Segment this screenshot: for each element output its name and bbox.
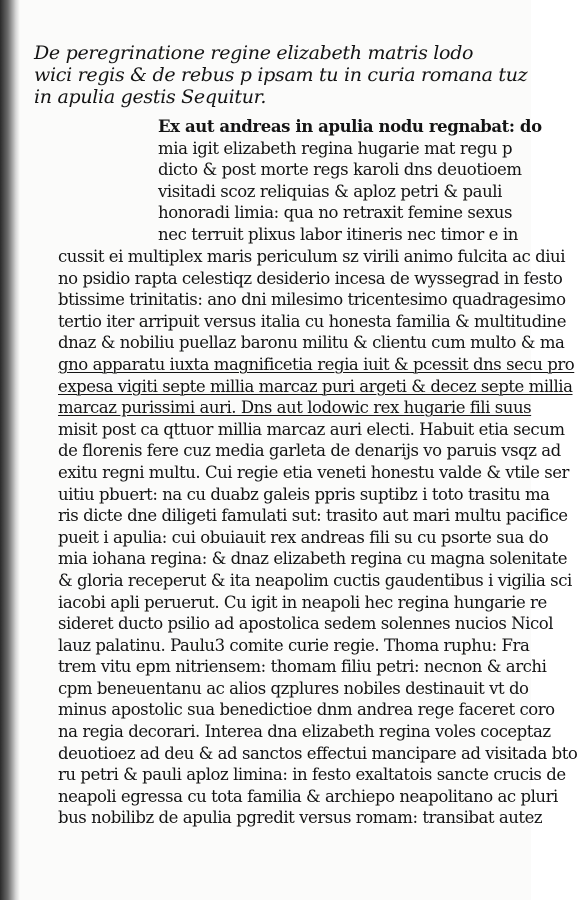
- text-line: mia igit elizabeth regina hugarie mat regu p: [158, 138, 513, 158]
- text-line: pueit i apulia: cui obuiauit rex andreas fili su cu psorte sua do: [58, 527, 549, 547]
- text-line: & gloria receperut & ita neapolim cuctis gaudentibus i vigilia sci: [58, 570, 572, 590]
- text-line: neapoli egressa cu tota familia & archiepo neapolitano ac pluri: [58, 786, 558, 806]
- heading-line: De peregrinatione regine elizabeth matris lodo: [34, 42, 474, 64]
- text-line: deuotioez ad deu & ad sanctos effectui mancipare ad visitada bto: [58, 743, 577, 763]
- text-line: mia iohana regina: & dnaz elizabeth regina cu magna solenitate: [58, 549, 568, 569]
- text-line: nec terruit plixus labor itineris nec timor e in: [158, 224, 518, 244]
- text-line: bus nobilibz de apulia pgredit versus romam: transibat autez: [58, 808, 543, 828]
- text-line: btissime trinitatis: ano dni milesimo tricentesimo quadragesimo: [58, 290, 566, 310]
- heading-line: wici regis & de rebus p ipsam tu in curia romana tuz: [34, 64, 528, 86]
- text-line: ris dicte dne diligeti famulati sut: trasito aut mari multu pacifice: [58, 506, 568, 526]
- text-line: Ex aut andreas in apulia nodu regnabat: do: [158, 117, 542, 136]
- text-line: trem vitu epm nitriensem: thomam filiu petri: necnon & archi: [58, 657, 547, 677]
- underlined-text-line: expesa vigiti septe millia marcaz puri argeti & decez septe millia: [58, 376, 573, 396]
- text-line: na regia decorari. Interea dna elizabeth regina voles coceptaz: [58, 722, 551, 742]
- text-line: dnaz & nobiliu puellaz baronu militu & clientu cum multo & ma: [58, 333, 565, 353]
- text-line: minus apostolic sua benedictioe dnm andrea rege faceret coro: [58, 700, 555, 720]
- text-line: dicto & post morte regs karoli dns deuotioem: [158, 160, 522, 180]
- text-line: lauz palatinu. Paulu3 comite curie regie. Thoma ruphu: Fra: [58, 635, 530, 655]
- text-line: honoradi limia: qua no retraxit femine sexus: [158, 203, 513, 223]
- text-line: no psidio rapta celestiqz desiderio incesa de wyssegrad in festo: [58, 268, 563, 288]
- text-line: sideret ducto psilio ad apostolica sedem solennes nucios Nicol: [58, 614, 554, 634]
- text-line: uitiu pbuert: na cu duabz galeis ppris suptibz i toto trasitu ma: [58, 484, 550, 504]
- indented-paragraph-start: [158, 116, 542, 246]
- heading-line: in apulia gestis Sequitur.: [34, 86, 267, 108]
- text-line: iacobi apli peruerut. Cu igit in neapoli hec regina hungarie re: [58, 592, 547, 612]
- text-line: de florenis fere cuz media garleta de denarijs vo paruis vsqz ad: [58, 441, 561, 461]
- chapter-heading: [34, 42, 528, 108]
- text-line: misit post ca qttuor millia marcaz auri electi. Habuit etia secum: [58, 419, 565, 439]
- text-line: visitadi scoz reliquias & aploz petri & pauli: [158, 181, 503, 201]
- underlined-text-line: gno apparatu iuxta magnificetia regia iuit & pcessit dns secu pro: [58, 354, 575, 374]
- underlined-text-line: marcaz purissimi auri. Dns aut lodowic rex hugarie fili suus: [58, 398, 532, 418]
- text-line: ru petri & pauli aploz limina: in festo exaltatois sancte crucis de: [58, 765, 566, 785]
- page-gutter-shadow: [0, 0, 20, 900]
- text-line: exitu regni multu. Cui regie etia veneti honestu valde & vtile ser: [58, 462, 569, 482]
- text-line: tertio iter arripuit versus italia cu honesta familia & multitudine: [58, 311, 567, 331]
- body-text: [58, 246, 577, 829]
- text-line: cussit ei multiplex maris periculum sz virili animo fulcita ac diui: [58, 247, 566, 266]
- text-line: cpm beneuentanu ac alios qzplures nobiles destinauit vt do: [58, 678, 529, 698]
